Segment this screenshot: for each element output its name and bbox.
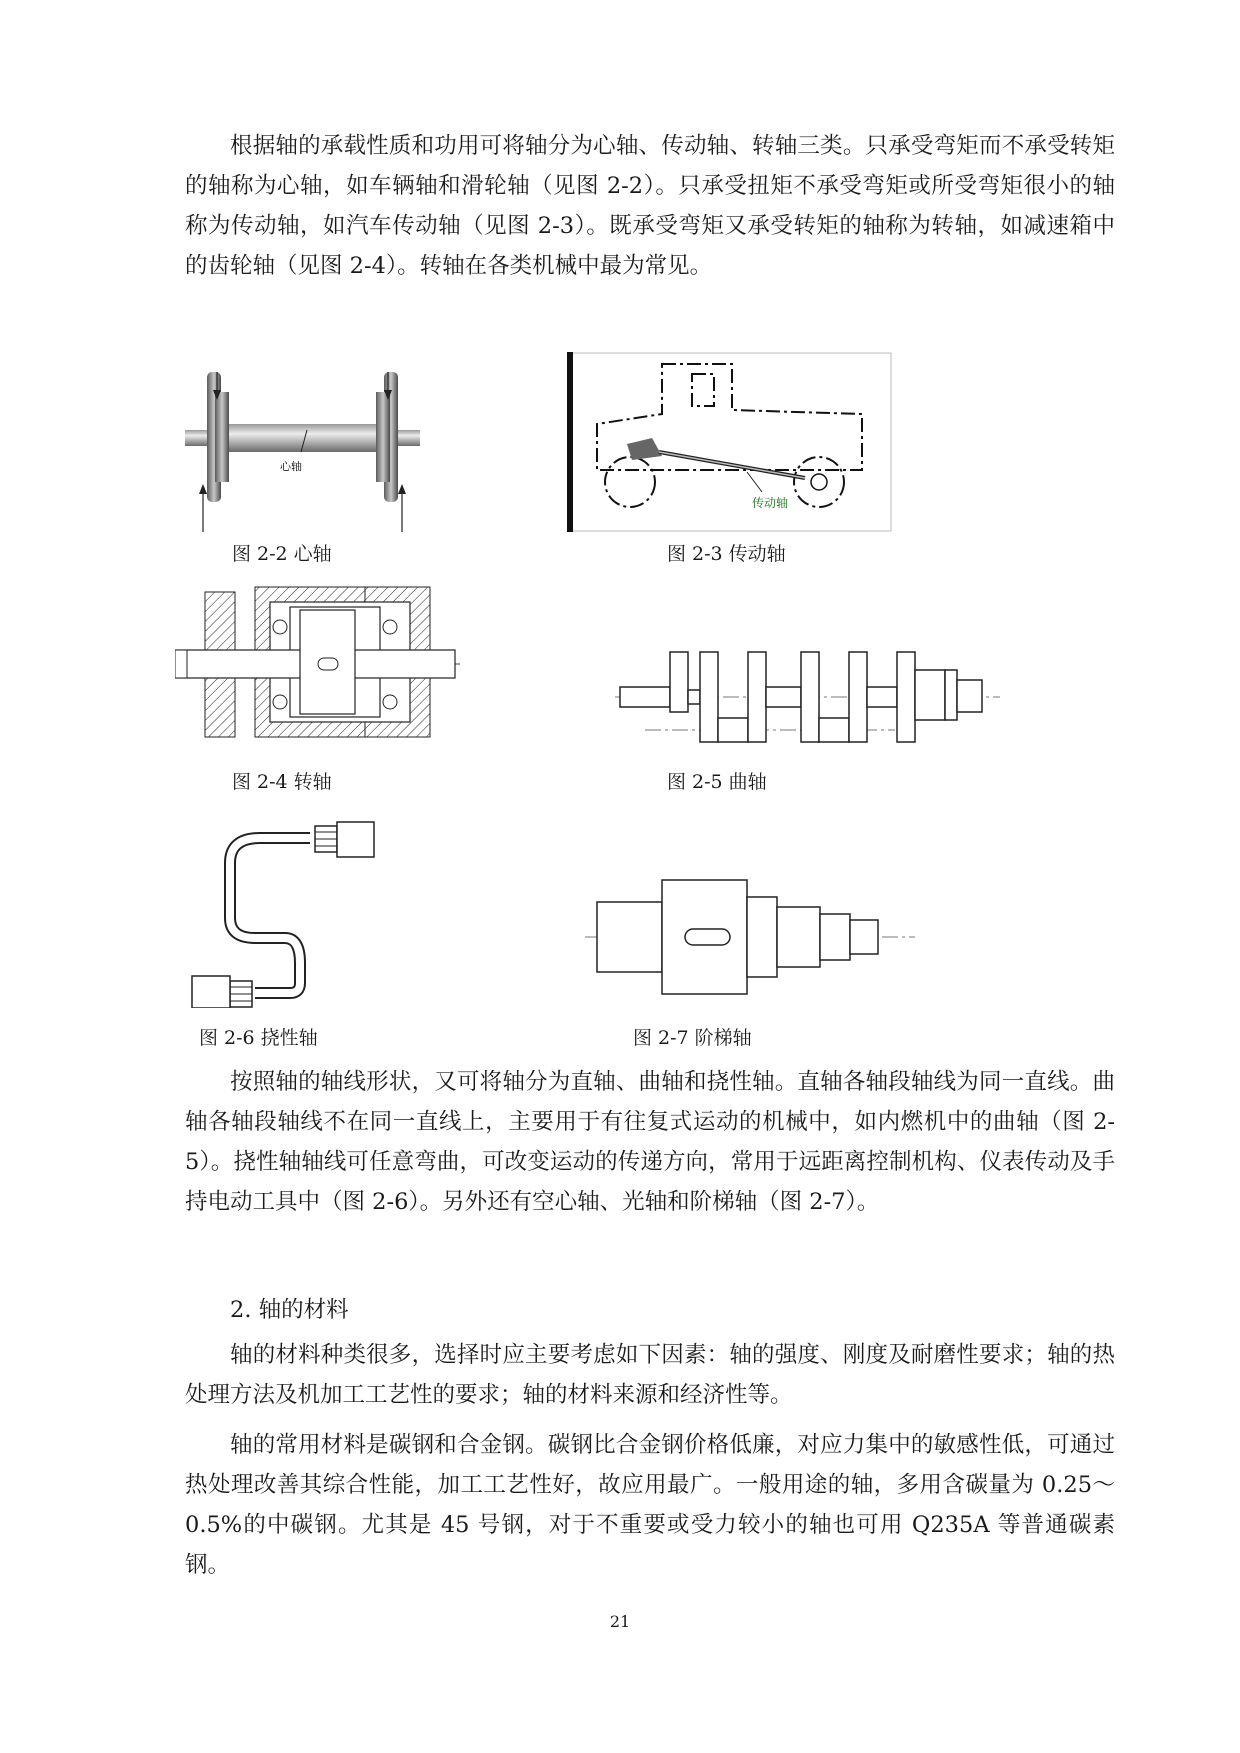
figure-stepped-shaft — [585, 872, 915, 1002]
caption-figure-2-4: 图 2-4 转轴 — [232, 771, 332, 793]
caption-figure-2-2: 图 2-2 心轴 — [232, 543, 332, 565]
caption-figure-2-3: 图 2-3 传动轴 — [667, 543, 786, 565]
paragraph-shaft-types: 根据轴的承载性质和功用可将轴分为心轴、传动轴、转轴三类。只承受弯矩而不承受转矩的轴称为心轴，如车辆轴和滑轮轴（见图 2-2）。只承受扭矩不承受弯矩或所受弯矩很小的轴称为传动轴，如汽车传动轴（见图 2-3）。既承受弯矩又承受转矩的轴称为转轴，如减速箱中的齿轮轴（见图 2-4）。转轴在各类机械中最为常见。 — [185, 133, 1115, 279]
figure-mandrel-axle — [185, 372, 420, 532]
paragraph-material-factors: 轴的材料种类很多，选择时应主要考虑如下因素：轴的强度、刚度及耐磨性要求；轴的热处理方法及机加工工艺性的要求；轴的材料来源和经济性等。 — [185, 1342, 1115, 1408]
label-drive-shaft: 传动轴 — [752, 496, 789, 510]
page-number: 21 — [609, 1612, 631, 1631]
paragraph-axis-shape-types: 按照轴的轴线形状，又可将轴分为直轴、曲轴和挠性轴。直轴各轴段轴线为同一直线。曲轴各轴段轴线不在同一直线上，主要用于有往复式运动的机械中，如内燃机中的曲轴（图 2-5）。挠性轴轴线可任意弯曲，可改变运动的传递方向，常用于远距离控制机构、仪表传动及手持电动工具中（图 2-6）。另外还有空心轴、光轴和阶梯轴（图 2-7）。 — [185, 1069, 1115, 1215]
paragraph-common-materials: 轴的常用材料是碳钢和合金钢。碳钢比合金钢价格低廉，对应力集中的敏感性低，可通过热处理改善其综合性能，加工工艺性好，故应用最广。一般用途的轴，多用含碳量为 0.25～0.5%的中碳钢。尤其是 45 号钢，对于不重要或受力较小的轴也可用 Q235A 等普通碳素钢。 — [185, 1432, 1115, 1578]
figure-flexible-shaft — [190, 818, 415, 1008]
figure-rotating-shaft — [175, 582, 460, 747]
section-heading-shaft-materials: 2. 轴的材料 — [230, 1297, 349, 1323]
caption-figure-2-6: 图 2-6 挠性轴 — [199, 1027, 318, 1049]
label-mandrel: 心轴 — [280, 460, 302, 473]
figure-drive-shaft — [567, 352, 892, 532]
caption-figure-2-7: 图 2-7 阶梯轴 — [633, 1027, 752, 1049]
figure-crankshaft — [615, 640, 1000, 755]
caption-figure-2-5: 图 2-5 曲轴 — [667, 771, 767, 793]
